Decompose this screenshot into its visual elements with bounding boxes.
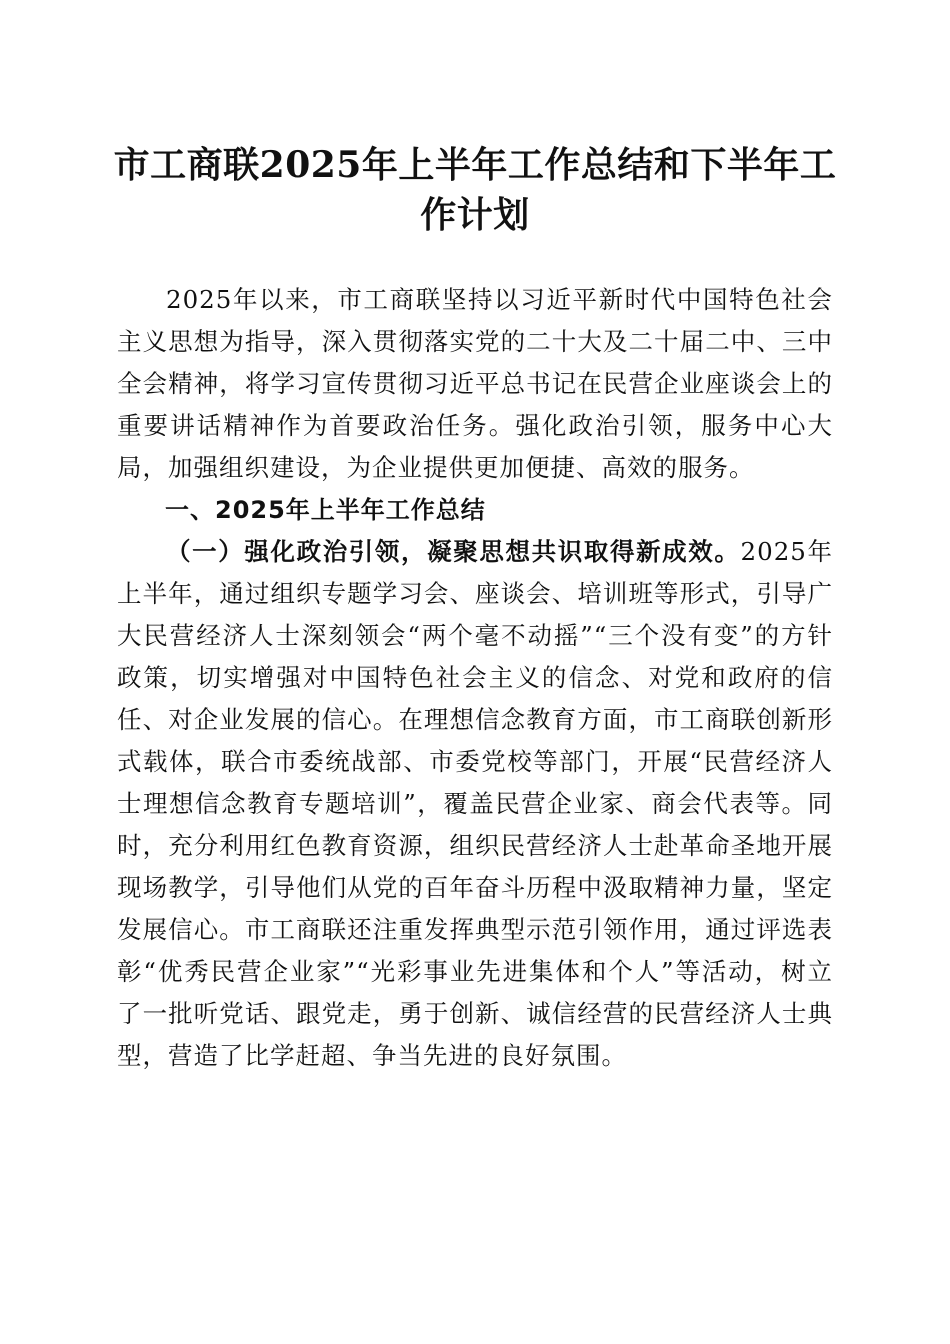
document-title [100,140,850,240]
title-line-1: 市工商联2025年上半年工作总结和下半年工 [113,144,837,186]
intro-paragraph: 2025年以来，市工商联坚持以习近平新时代中国特色社会主义思想为指导，深入贯彻落实党的二十大及二十届二中、三中全会精神，将学习宣传贯彻习近平总书记在民营企业座谈会上的重要讲话精神作为首要政治任务。强化政治引领，服务中心大局，加强组织建设，为企业提供更加便捷、高效的服务。 [117,285,833,482]
subsection-paragraph [117,531,833,1077]
subsection-lead: （一）强化政治引领，凝聚思想共识取得新成效。 [166,537,741,566]
document-body [117,279,833,1077]
title-line-2: 作计划 [420,194,530,236]
subsection-body: 2025年上半年，通过组织专题学习会、座谈会、培训班等形式，引导广大民营经济人士深刻领会“两个毫不动摇”“三个没有变”的方针政策，切实增强对中国特色社会主义的信念、对党和政府的信任、对企业发展的信心。在理想信念教育方面，市工商联创新形式载体，联合市委统战部、市委党校等部门，开展“民营经济人士理想信念教育专题培训”，覆盖民营企业家、商会代表等。同时，充分利用红色教育资源，组织民营经济人士赴革命圣地开展现场教学，引导他们从党的百年奋斗历程中汲取精神力量，坚定发展信心。市工商联还注重发挥典型示范引领作用，通过评选表彰“优秀民营企业家”“光彩事业先进集体和个人”等活动，树立了一批听党话、跟党走，勇于创新、诚信经营的民营经济人士典型，营造了比学赶超、争当先进的良好氛围。 [117,537,833,1070]
section-heading: 一、2025年上半年工作总结 [165,496,486,524]
